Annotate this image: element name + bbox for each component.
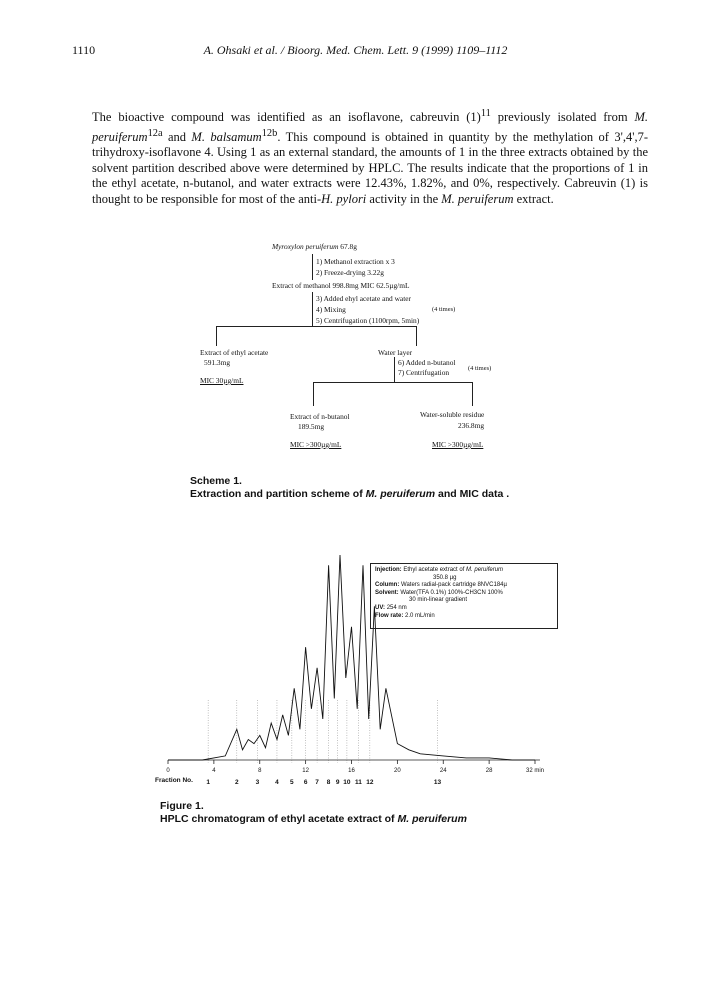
scheme-step1: 1) Methanol extraction x 3: [316, 257, 395, 266]
scheme-caption-title: Scheme 1.: [190, 475, 242, 487]
scheme-water-mass: 236.8mg: [458, 421, 485, 430]
fraction-number: 8: [326, 779, 331, 786]
fraction-number: 11: [354, 779, 362, 786]
x-tick-label: 0: [166, 768, 170, 774]
text-run: and MIC data .: [435, 488, 510, 500]
figure-caption: [160, 800, 467, 826]
text-run: Extraction and partition scheme of: [190, 488, 366, 500]
info-amount: 350.8 µg: [433, 574, 457, 581]
text-run: extract.: [513, 191, 554, 206]
scheme-ethyl-mass: 591.3mg: [204, 358, 231, 367]
text-run: The bioactive compound was identified as an isoflavone, cabreuvin (1): [92, 110, 481, 125]
scheme-start: Myroxylon peruiferum 67.8g: [272, 242, 357, 251]
fraction-number: 1: [206, 779, 210, 786]
scheme-butanol-mic: MIC >300µg/mL: [290, 440, 342, 449]
info-value: 2.0 mL/min: [405, 612, 435, 619]
species-name: M. peruiferum: [365, 488, 436, 500]
scheme-branch-line: [216, 326, 417, 327]
x-tick-label: 24: [439, 768, 447, 774]
fraction-number: 13: [433, 779, 442, 786]
text-run: HPLC chromatogram of ethyl acetate extract of: [160, 813, 398, 825]
scheme-step4-times: (4 times): [432, 306, 456, 313]
species-name: M. peruiferum: [441, 191, 514, 206]
page-number: 1110: [72, 43, 96, 57]
scheme-water-mic: MIC >300µg/mL: [432, 440, 484, 449]
fraction-number: 5: [290, 779, 294, 786]
scheme-step6: 6) Added n-butanol: [398, 358, 456, 367]
scheme-step67-times: (4 times): [468, 365, 492, 372]
fraction-number: 2: [235, 779, 239, 786]
fraction-label: Fraction No.: [155, 777, 193, 784]
scheme-methanol-extract: Extract of methanol 998.8mg MIC 62.5µg/mL: [272, 281, 410, 290]
x-tick-label: 16: [348, 768, 355, 774]
body-paragraph: [92, 106, 648, 207]
scheme-step3: 3) Added ehyl acetate and water: [316, 294, 412, 303]
ref-sup: 12b: [261, 127, 278, 139]
scheme-line: [312, 292, 313, 326]
scheme-line: [394, 357, 395, 382]
info-label: Flow rate:: [375, 612, 404, 619]
info-value: Waters radial-pack cartridge 8NVC184µ: [401, 582, 507, 589]
info-label: Column:: [375, 582, 400, 589]
scheme-step7: 7) Centrifugation: [398, 368, 450, 377]
scheme-line: [313, 382, 314, 406]
x-tick-label: 28: [485, 768, 493, 774]
info-value: 254 nm: [386, 604, 407, 611]
ref-sup: 12a: [147, 127, 163, 139]
species-name: M. peruiferum: [466, 567, 504, 573]
x-tick-label: 32 min: [525, 768, 545, 774]
hplc-conditions-box: [370, 563, 558, 629]
scheme-step5: 5) Centrifugation (1100rpm, 5min): [316, 316, 420, 325]
x-tick-label: 8: [258, 768, 262, 774]
fraction-number: 12: [366, 779, 374, 786]
info-value: Ethyl acetate extract of: [403, 567, 467, 573]
fraction-number: 3: [255, 779, 260, 786]
scheme-water-residue: Water-soluble residue: [420, 410, 485, 419]
scheme-ethyl-mic: MIC 30µg/mL: [200, 376, 244, 385]
fraction-number: 7: [315, 779, 319, 786]
scheme-water-layer: Water layer: [378, 348, 413, 357]
scheme-line: [472, 382, 473, 406]
ref-sup: 11: [480, 108, 491, 119]
scheme-branch-line: [313, 382, 473, 383]
text-run: and: [162, 129, 192, 144]
scheme-line: [312, 254, 313, 280]
fraction-number: 6: [303, 779, 308, 786]
info-label: UV:: [375, 604, 386, 611]
species-name: M. peruiferum: [397, 813, 467, 825]
text-run: activity in the: [366, 191, 442, 206]
info-value: Water(TFA 0.1%) 100%-CH3CN 100%: [400, 589, 503, 596]
text-run: previously isolated from: [490, 110, 635, 125]
x-tick-label: 12: [302, 768, 309, 774]
scheme-line: [416, 326, 417, 346]
scheme-step2: 2) Freeze-drying 3.22g: [316, 268, 384, 277]
info-label: Injection:: [375, 567, 402, 573]
fraction-number: 9: [335, 779, 340, 786]
scheme-butanol-extract: Extract of n-butanol: [290, 412, 350, 421]
scheme-caption: [190, 475, 509, 501]
running-header: A. Ohsaki et al. / Bioorg. Med. Chem. Lett. 9 (1999) 1109–1112: [203, 43, 508, 57]
scheme-butanol-mass: 189.5mg: [298, 422, 325, 431]
scheme-step4: 4) Mixing: [316, 305, 346, 314]
species-name: M. peruiferum: [92, 110, 648, 144]
info-gradient: 30 min-linear gradient: [409, 597, 468, 604]
figure-caption-title: Figure 1.: [160, 800, 204, 812]
info-label: Solvent:: [375, 589, 399, 596]
scheme-line: [216, 326, 217, 346]
scheme-ethyl-extract: Extract of ethyl acetate: [200, 348, 269, 357]
fraction-number: 10: [343, 779, 351, 786]
text-run: . This compound is obtained in quantity by the methylation of 3',4',7-trihydroxy-isoflavone 4. Using 1 as an external standard, the amounts of 1 in the three extracts obtained by the solvent partition described above were determined by HPLC. The results indicate that the proportions of 1 in the ethyl acetate, n-butanol, and water extracts were 12.43%, 1.82%, and 0%, respectively. Cabreuvin (1) is thought to be responsible for most of the anti-: [92, 129, 648, 206]
species-name: H. pylori: [321, 191, 367, 206]
fraction-number: 4: [275, 779, 279, 786]
x-tick-label: 20: [394, 768, 401, 774]
x-tick-label: 4: [212, 768, 216, 774]
species-name: M. balsamum: [191, 129, 262, 144]
